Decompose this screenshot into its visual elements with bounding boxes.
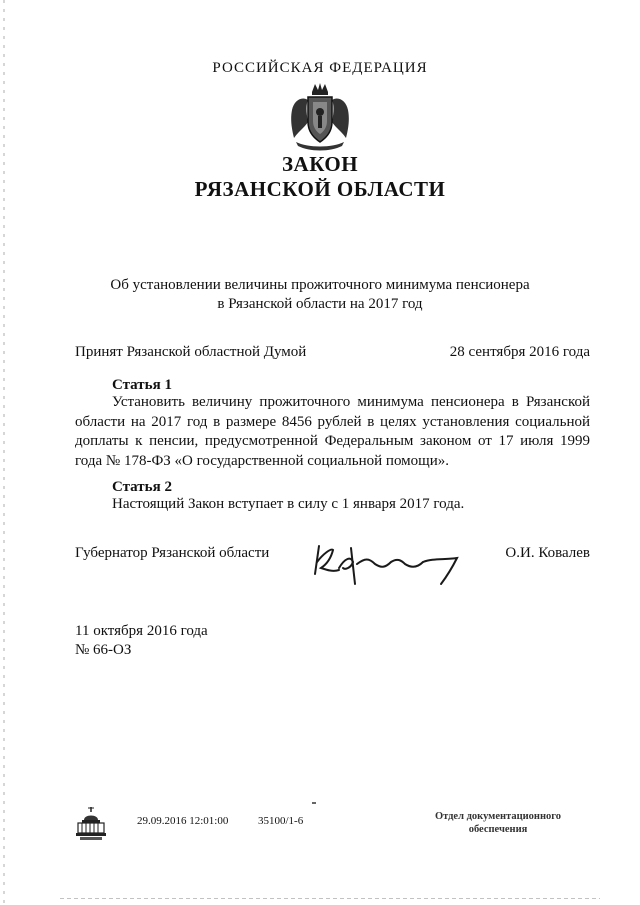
governor-name: О.И. Ковалев <box>505 545 590 561</box>
article1-text: Установить величину прожиточного минимума пенсионера в Рязанской области на 2017 год в размере 8456 рублей в целях установления социальной доплаты к пенсии, предусмотренной Федеральным законом от 17 июля 1999 года № 178-ФЗ «О государственной социальной помощи». <box>75 394 590 469</box>
footer-timestamp: 29.09.2016 12:01:00 <box>137 815 229 827</box>
article1-body <box>75 393 590 471</box>
adoption-date: 28 сентября 2016 года <box>449 344 590 360</box>
law-title-line1: ЗАКОН <box>281 152 359 176</box>
stamp-line1: Отдел документационного <box>434 811 562 822</box>
article1-heading: Статья 1 <box>112 377 172 393</box>
scan-mark <box>312 802 316 804</box>
signing-info <box>75 622 208 660</box>
law-number: № 66-ОЗ <box>75 642 132 658</box>
country-heading: РОССИЙСКАЯ ФЕДЕРАЦИЯ <box>212 60 428 76</box>
law-title-line2: РЯЗАНСКОЙ ОБЛАСТИ <box>194 177 446 201</box>
article2-body: Настоящий Закон вступает в силу с 1 января 2017 года. <box>112 496 465 512</box>
law-subject-line1: Об установлении величины прожиточного минимума пенсионера <box>110 277 530 293</box>
duma-building-icon <box>74 806 108 842</box>
signing-date: 11 октября 2016 года <box>75 623 208 639</box>
stamp-line2: обеспечения <box>468 824 528 835</box>
footer-registration-number: 35100/1-6 <box>258 815 304 827</box>
law-subject-line2: в Рязанской области на 2017 год <box>217 296 423 312</box>
governor-title: Губернатор Рязанской области <box>75 545 270 561</box>
law-subject <box>0 276 640 314</box>
department-stamp <box>418 810 578 836</box>
ryazan-coat-of-arms-icon <box>288 82 352 152</box>
law-title <box>0 152 640 202</box>
scan-edge-left <box>3 0 5 905</box>
article2-heading: Статья 2 <box>112 479 172 495</box>
handwritten-signature <box>305 528 475 588</box>
scan-edge-bottom <box>60 898 600 899</box>
adoption-text: Принят Рязанской областной Думой <box>75 344 307 360</box>
